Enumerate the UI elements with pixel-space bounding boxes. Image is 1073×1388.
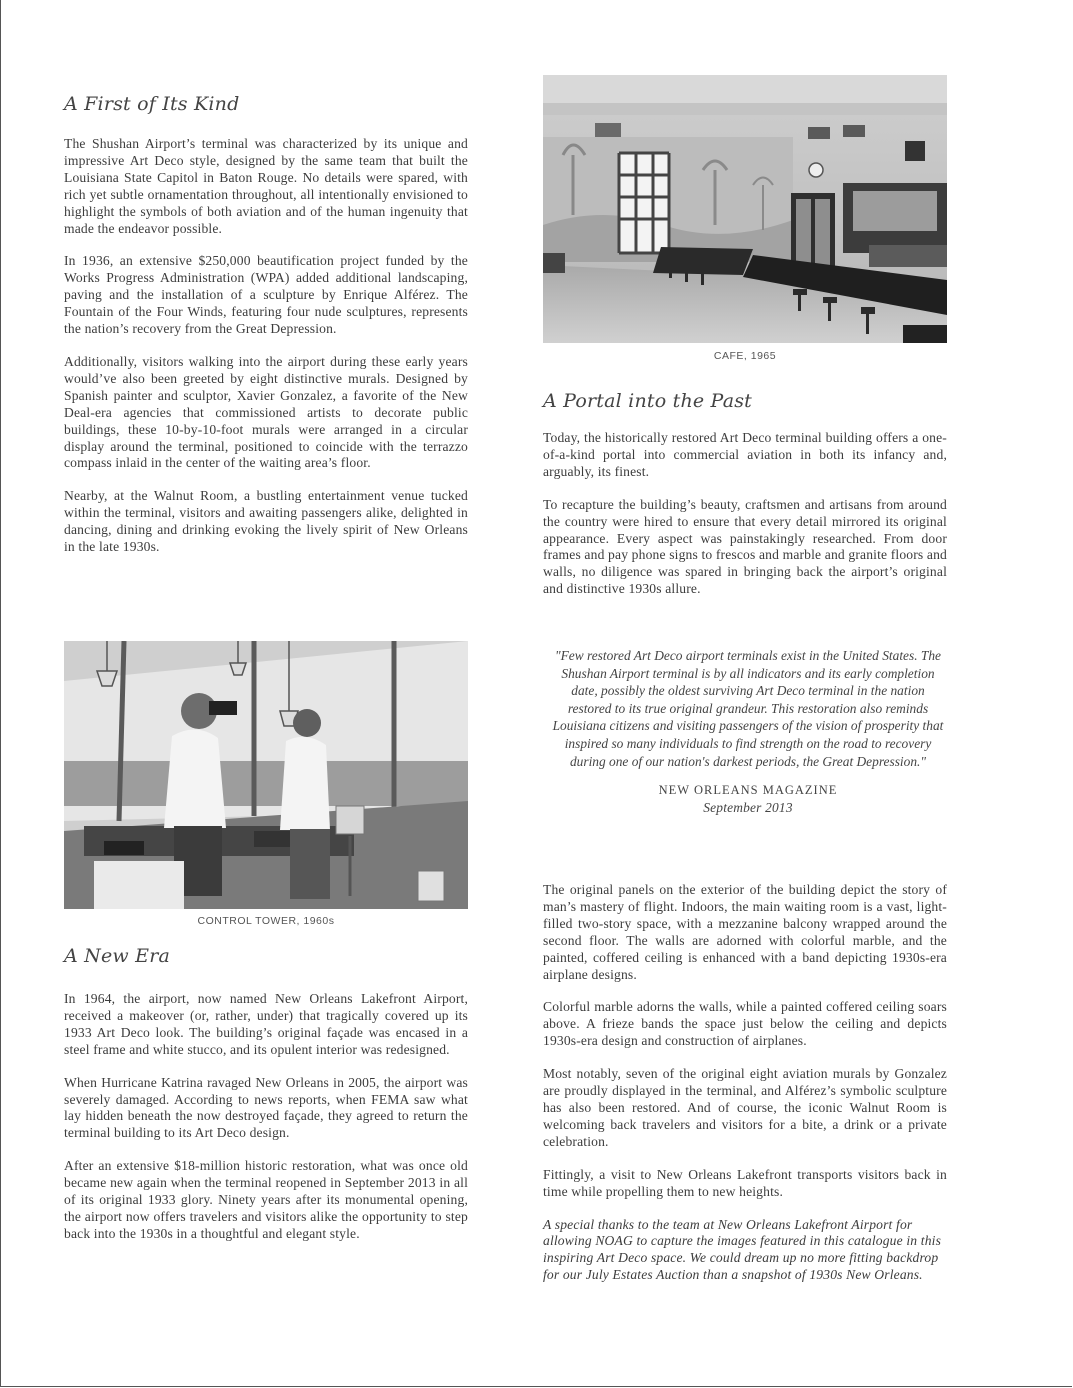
pull-quote-date: September 2013 [703, 800, 793, 816]
thanks-note: A special thanks to the team at New Orleans Lakefront Airport for allowing NOAG to capture the images featured in this catalogue in this inspiring Art Deco space. We could dream up no more fitting backdrop for our July Estates Auction than a snapshot of 1930s New Orleans. [543, 1216, 942, 1283]
paragraph: To recapture the building’s beauty, craftsmen and artisans from around the country were hired to ensure that every detail mirrored its original appearance. Every aspect was painstakingly researched. From door frames and pay phone signs to frescos and marble and granite floors and walls, no diligence was spared in bringing back the airport’s original and distinctive 1930s allure. [543, 496, 947, 597]
pull-quote-source: NEW ORLEANS MAGAZINE [658, 783, 838, 798]
pull-quote [548, 647, 948, 816]
section-right-lower [543, 882, 947, 1300]
heading-portal-into-the-past: A Portal into the Past [543, 390, 753, 412]
control-tower-photo [64, 641, 468, 909]
section-first-of-its-kind [64, 93, 468, 572]
paragraph: Fittingly, a visit to New Orleans Lakefront transports visitors back in time while propelling them to new heights. [543, 1166, 947, 1199]
paragraph: Colorful marble adorns the walls, while a painted coffered ceiling soars above. A frieze bands the space just below the ceiling and depicts 1930s-era design and construction of airplanes. [543, 999, 947, 1049]
section-portal-into-the-past [543, 390, 947, 614]
paragraph: After an extensive $18-million historic restoration, what was once old became new again when the terminal reopened in September 2013 in all of its original 1933 glory. Ninety years after its monumental opening, the airport now offers travelers and visitors alike the opportunity to step back into the 1930s in a thoughtful and elegant style. [64, 1158, 468, 1241]
section-new-era [64, 945, 468, 1259]
control-tower-photo-caption: CONTROL TOWER, 1960s [197, 915, 335, 927]
paragraph: Nearby, at the Walnut Room, a bustling entertainment venue tucked within the terminal, visitors and awaiting passengers alike, delighted in dancing, dining and drinking evoking the lively spirit of New Orleans in the late 1930s. [64, 488, 468, 555]
paragraph: When Hurricane Katrina ravaged New Orleans in 2005, the airport was severely damaged. According to news reports, when FEMA saw what lay hidden beneath the now destroyed façade, they agreed to return the terminal building to its Art Deco design. [64, 1074, 468, 1141]
paragraph: In 1964, the airport, now named New Orleans Lakefront Airport, received a makeover (or, rather, under) that tragically covered up its 1933 Art Deco look. The building’s original façade was encased in a steel frame and white stucco, and its opulent interior was redesigned. [64, 991, 468, 1057]
cafe-photo [543, 75, 947, 343]
pull-quote-text: "Few restored Art Deco airport terminals exist in the United States. The Shushan Airport terminal is by all indicators and its early completion date, possibly the oldest surviving Art Deco terminal in the nation restored to its true original grandeur. This restoration also reminds Louisiana citizens and visiting passengers of the vision of prosperity that inspired so many individuals to find strength on the road to recovery during one of our nation's darkest periods, the Great Depression." [552, 648, 944, 769]
paragraph: Additionally, visitors walking into the airport during these early years would’ve also been greeted by eight distinctive murals. Designed by Spanish painter and sculptor, Xavier Gonzalez, a favorite of the New Deal-era agencies that commissioned artists to decorate public buildings, these 10-by-10-foot murals were arranged in a circular display around the terminal, positioned to coincide with the terrazzo compass inlaid in the center of the waiting area’s floor. [64, 353, 468, 471]
paragraph: The original panels on the exterior of the building depict the story of man’s mastery of flight. Indoors, the main waiting room is a vast, light-filled two-story space, with a mezzanine balcony wrapped around the second floor. The walls are adorned with colorful marble, and the painted, coffered ceiling is enhanced with a band depicting 1930s-era airplane designs. [543, 882, 947, 982]
heading-new-era: A New Era [64, 945, 171, 967]
cafe-photo-caption: CAFE, 1965 [713, 350, 777, 362]
paragraph: Most notably, seven of the original eight aviation murals by Gonzalez are proudly displayed in the terminal, and Alférez’s symbolic sculpture has also been restored. And of course, the iconic Walnut Room is welcoming back travelers and visitors for a bite, a drink or a private celebration. [543, 1066, 947, 1149]
paragraph: In 1936, an extensive $250,000 beautification project funded by the Works Progress Administration (WPA) added additional landscaping, paving and the installation of a sculpture by Enrique Alférez. The Fountain of the Four Winds, featuring four nude sculptures, represents the nation’s recovery from the Great Depression. [64, 253, 468, 337]
paragraph: Today, the historically restored Art Deco terminal building offers a one-of-a-kind portal into commercial aviation in both its infancy and, arguably, its finest. [543, 430, 947, 479]
heading-first-of-its-kind: A First of Its Kind [64, 93, 240, 115]
paragraph: The Shushan Airport’s terminal was characterized by its unique and impressive Art Deco style, designed by the same team that built the Louisiana State Capitol in Baton Rouge. No details were spared, with rich yet subtle ornamentation throughout, all intentionally envisioned to highlight the symbols of both aviation and of the human ingenuity that made the endeavor possible. [64, 136, 468, 236]
